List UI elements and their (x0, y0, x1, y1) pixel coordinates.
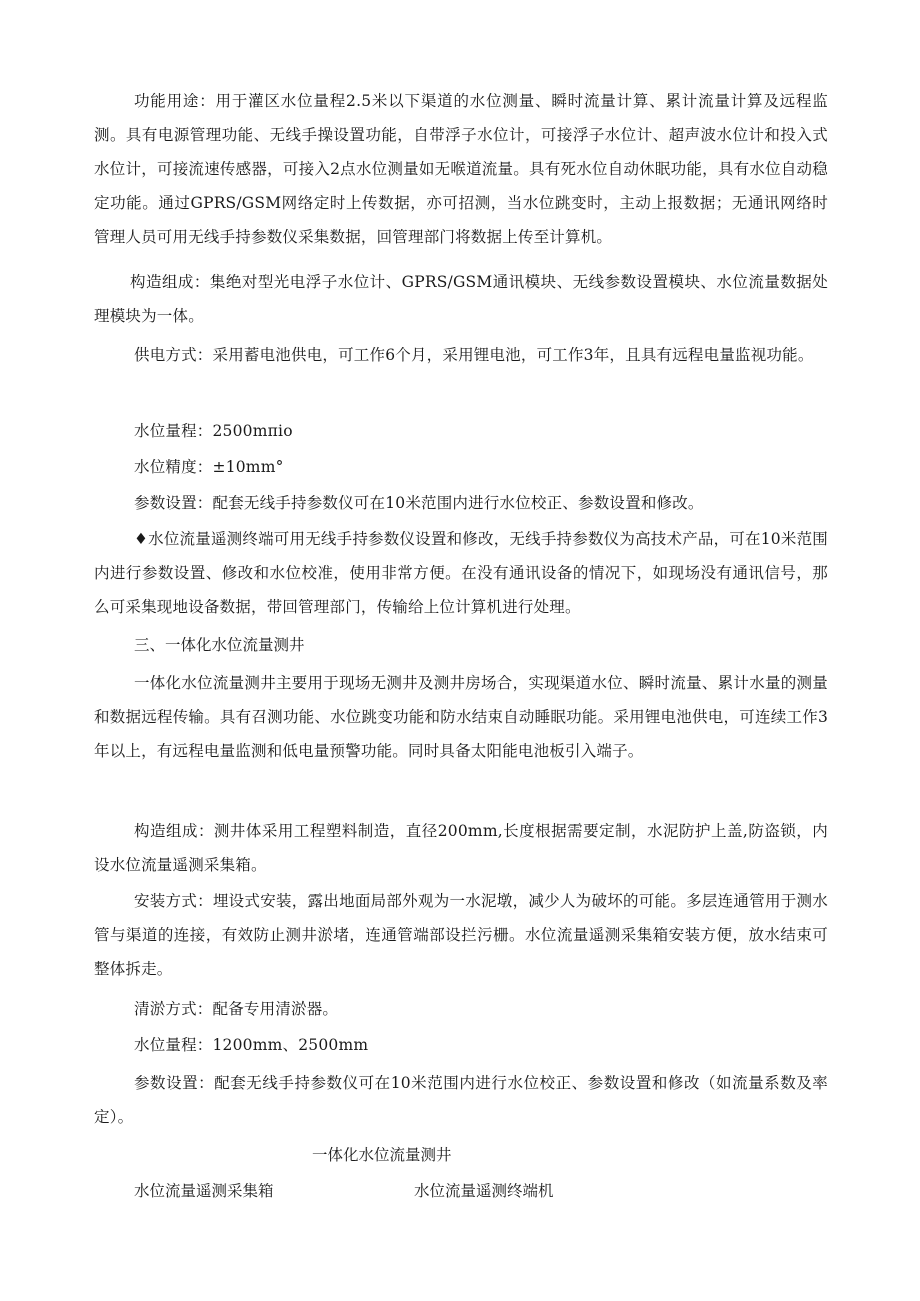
paragraph-range-2: 水位量程：1200mm、2500mm (134, 1036, 369, 1054)
paragraph-structure: 构造组成：集绝对型光电浮子水位计、GPRS/GSM通讯模块、无线参数设置模块、水位流量数据处理模块为一体。 (94, 273, 828, 325)
paragraph-function: 功能用途：用于灌区水位量程2.5米以下渠道的水位测量、瞬时流量计算、累计流量计算及远程监测。具有电源管理功能、无线手操设置功能，自带浮子水位计，可接浮子水位计、超声波水位计和投入式水位计，可接流速传感器，可接入2点水位测量如无喉道流量。具有死水位自动休眠功能，具有水位自动稳定功能。通过GPRS/GSM网络定时上传数据，亦可招测，当水位跳变时，主动上报数据；无通讯网络时管理人员可用无线手持参数仪采集数据，回管理部门将数据上传至计算机。 (94, 92, 828, 246)
paragraph-power: 供电方式：采用蓄电池供电，可工作6个月，采用锂电池，可工作3年，且具有远程电量监视功能。 (134, 346, 814, 364)
caption-collection-box: 水位流量遥测采集箱 (134, 1182, 274, 1200)
caption-terminal: 水位流量遥测终端机 (414, 1182, 554, 1200)
paragraph-well-structure: 构造组成：测井体采用工程塑料制造，直径200mm,长度根据需要定制，水泥防护上盖,防盗锁，内设水位流量遥测采集箱。 (94, 822, 828, 874)
paragraph-range: 水位量程：2500mπio (134, 422, 293, 440)
paragraph-accuracy: 水位精度：±10mm° (134, 458, 284, 476)
paragraph-well-intro: 一体化水位流量测井主要用于现场无测井及测井房场合，实现渠道水位、瞬时流量、累计水量的测量和数据远程传输。具有召测功能、水位跳变功能和防水结束自动睡眠功能。采用锂电池供电，可连续工作3年以上，有远程电量监测和低电量预警功能。同时具备太阳能电池板引入端子。 (94, 674, 828, 760)
section-heading: 三、一体化水位流量测井 (134, 636, 305, 654)
paragraph-params-2: 参数设置：配套无线手持参数仪可在10米范围内进行水位校正、参数设置和修改（如流量系数及率定）。 (94, 1074, 828, 1126)
paragraph-terminal: ♦水位流量遥测终端可用无线手持参数仪设置和修改，无线手持参数仪为高技术产品，可在10米范围内进行参数设置、修改和水位校准，使用非常方便。在没有通讯设备的情况下，如现场没有通讯信号，那么可采集现地设备数据，带回管理部门，传输给上位计算机进行处理。 (94, 530, 828, 616)
caption-well: 一体化水位流量测井 (312, 1146, 452, 1164)
paragraph-install: 安装方式：埋设式安装，露出地面局部外观为一水泥墩，减少人为破坏的可能。多层连通管用于测水管与渠道的连接，有效防止测井淤堵，连通管端部设拦污栅。水位流量遥测采集箱安装方便，放水结束可整体拆走。 (94, 892, 828, 978)
paragraph-cleaning: 清淤方式：配备专用清淤器。 (134, 1000, 339, 1018)
paragraph-params: 参数设置：配套无线手持参数仪可在10米范围内进行水位校正、参数设置和修改。 (134, 494, 704, 512)
